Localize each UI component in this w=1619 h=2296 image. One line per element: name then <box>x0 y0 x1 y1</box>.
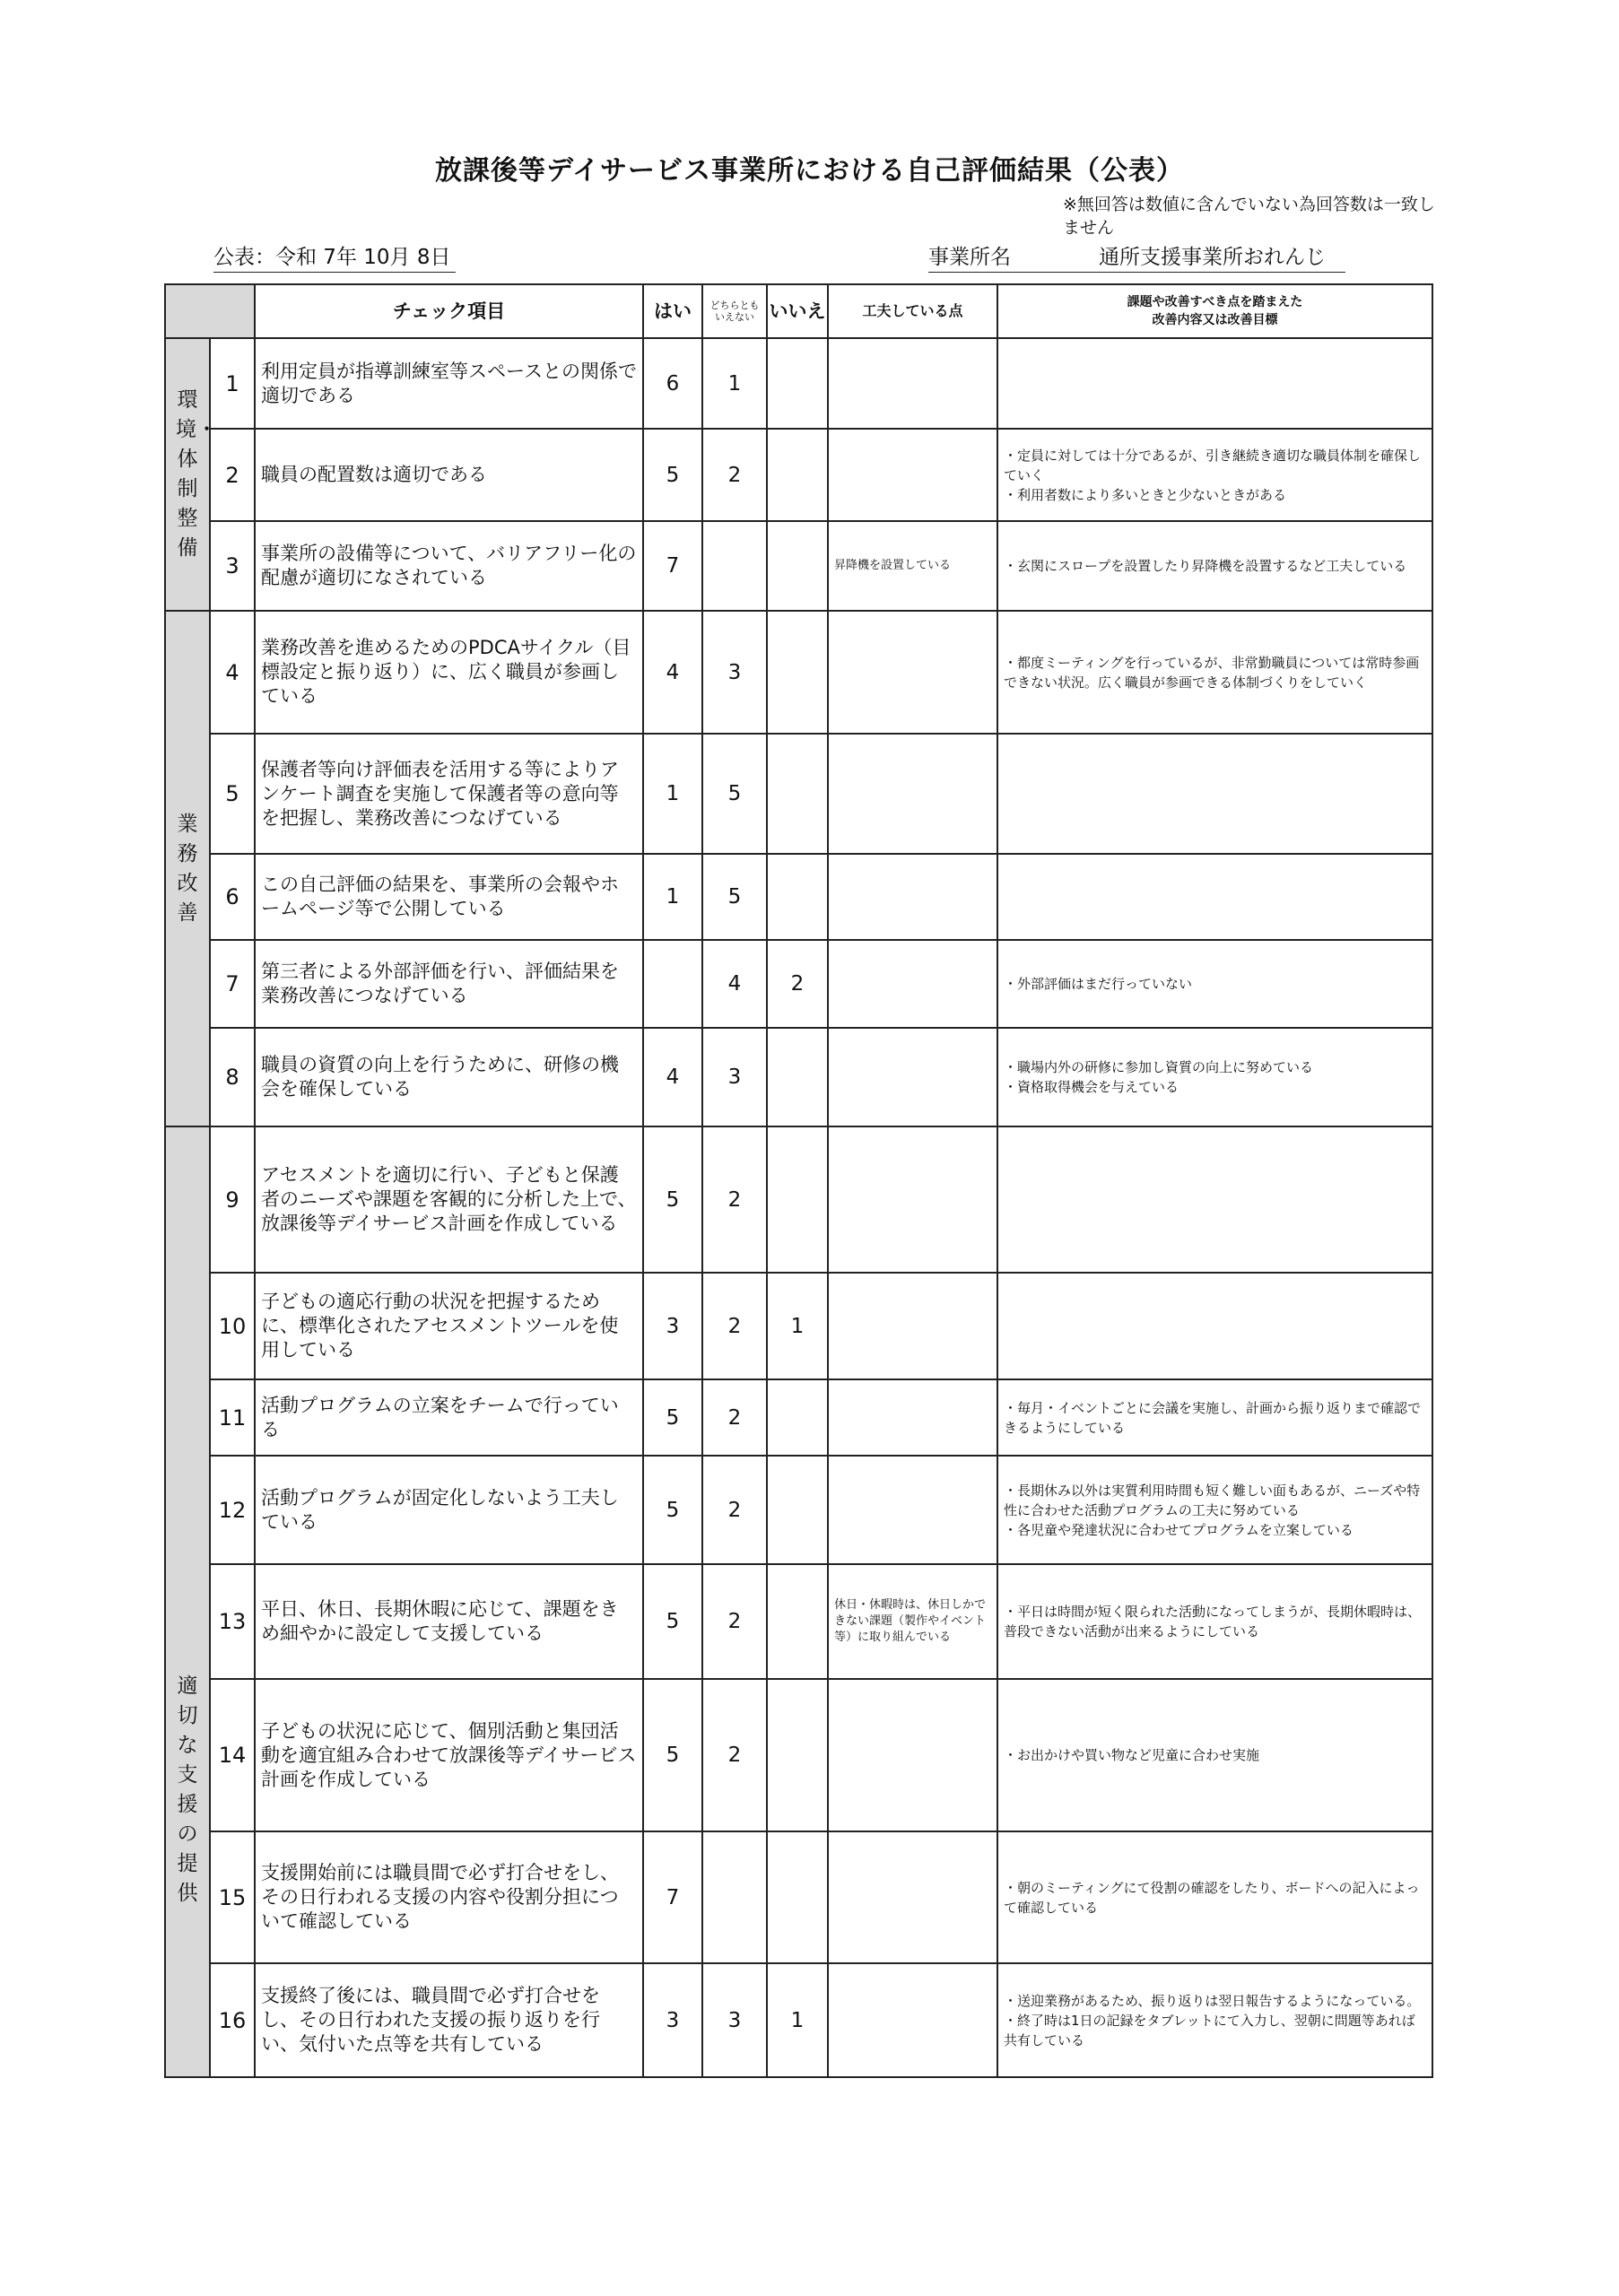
yes-count: 1 <box>643 734 702 854</box>
goal-text <box>997 734 1432 854</box>
effort-text <box>828 1028 997 1126</box>
evaluation-table <box>164 283 1433 2078</box>
neither-count <box>702 1831 767 1963</box>
no-count <box>767 521 828 611</box>
yes-count: 3 <box>643 1963 702 2077</box>
row-number: 7 <box>210 940 255 1028</box>
table-row <box>165 1379 1432 1456</box>
effort-text <box>828 854 997 940</box>
check-item: 第三者による外部評価を行い、評価結果を業務改善につなげている <box>255 940 643 1028</box>
goal-text: ・送迎業務があるため、振り返りは翌日報告するようになっている。 ・終了時は1日の記録をタブレットにて入力し、翌朝に問題等あれば共有している <box>997 1963 1432 2077</box>
check-item: 職員の配置数は適切である <box>255 429 643 521</box>
check-item: アセスメントを適切に行い、子どもと保護者のニーズや課題を客観的に分析した上で、放課後等デイサービス計画を作成している <box>255 1126 643 1273</box>
row-number: 8 <box>210 1028 255 1126</box>
neither-count: 2 <box>702 429 767 521</box>
effort-text <box>828 1456 997 1564</box>
neither-count: 2 <box>702 1679 767 1831</box>
header-neither: どちらとも いえない <box>702 284 767 338</box>
effort-text <box>828 1379 997 1456</box>
note-text: ※無回答は数値に含んでいない為回答数は一致しません <box>1063 195 1435 238</box>
header-check-item: チェック項目 <box>255 284 643 338</box>
table-row <box>165 611 1432 734</box>
table-row <box>165 338 1432 429</box>
yes-count: 7 <box>643 1831 702 1963</box>
yes-count: 3 <box>643 1273 702 1379</box>
effort-text <box>828 1273 997 1379</box>
table-row <box>165 429 1432 521</box>
category-business-improvement: 業務改善 <box>165 611 210 1126</box>
no-count <box>767 1831 828 1963</box>
check-item: 子どもの状況に応じて、個別活動と集団活動を適宜組み合わせて放課後等デイサービス計画を作成している <box>255 1679 643 1831</box>
neither-count: 2 <box>702 1126 767 1273</box>
yes-count: 4 <box>643 611 702 734</box>
table-row <box>165 734 1432 854</box>
neither-count: 5 <box>702 854 767 940</box>
no-count: 1 <box>767 1273 828 1379</box>
goal-text: ・お出かけや買い物など児童に合わせ実施 <box>997 1679 1432 1831</box>
neither-count: 2 <box>702 1273 767 1379</box>
effort-text: 休日・休暇時は、休日しかできない課題（製作やイベント等）に取り組んでいる <box>828 1564 997 1679</box>
no-count <box>767 1456 828 1564</box>
row-number: 13 <box>210 1564 255 1679</box>
neither-count: 1 <box>702 338 767 429</box>
row-number: 14 <box>210 1679 255 1831</box>
goal-text: ・都度ミーティングを行っているが、非常勤職員については常時参画できない状況。広く職員が参画できる体制づくりをしていく <box>997 611 1432 734</box>
header-corner <box>165 284 255 338</box>
yes-count: 5 <box>643 429 702 521</box>
office-info <box>928 240 1345 273</box>
row-number: 11 <box>210 1379 255 1456</box>
check-item: 平日、休日、長期休暇に応じて、課題をきめ細やかに設定して支援している <box>255 1564 643 1679</box>
yes-count: 5 <box>643 1379 702 1456</box>
no-count <box>767 734 828 854</box>
neither-count: 5 <box>702 734 767 854</box>
office-label: 事業所名 <box>928 246 1011 269</box>
effort-text <box>828 1126 997 1273</box>
table-row <box>165 854 1432 940</box>
row-number: 16 <box>210 1963 255 2077</box>
no-count <box>767 854 828 940</box>
check-item: 業務改善を進めるためのPDCAサイクル（目標設定と振り返り）に、広く職員が参画している <box>255 611 643 734</box>
check-item: 事業所の設備等について、バリアフリー化の配慮が適切になされている <box>255 521 643 611</box>
category-appropriate-support: 適切な支援の提供 <box>165 1126 210 2077</box>
no-count <box>767 1564 828 1679</box>
yes-count: 7 <box>643 521 702 611</box>
no-count: 2 <box>767 940 828 1028</box>
header-row <box>165 284 1432 338</box>
row-number: 4 <box>210 611 255 734</box>
header-no: いいえ <box>767 284 828 338</box>
yes-count: 5 <box>643 1679 702 1831</box>
effort-text <box>828 940 997 1028</box>
goal-text: ・玄関にスロープを設置したり昇降機を設置するなど工夫している <box>997 521 1432 611</box>
effort-text <box>828 734 997 854</box>
goal-text: ・職場内外の研修に参加し資質の向上に努めている ・資格取得機会を与えている <box>997 1028 1432 1126</box>
page-title: 放課後等デイサービス事業所における自己評価結果（公表） <box>435 155 1184 187</box>
table-row <box>165 1564 1432 1679</box>
effort-text <box>828 429 997 521</box>
goal-text <box>997 1126 1432 1273</box>
check-item: 保護者等向け評価表を活用する等によりアンケート調査を実施して保護者等の意向等を把握し、業務改善につなげている <box>255 734 643 854</box>
effort-text <box>828 611 997 734</box>
row-number: 10 <box>210 1273 255 1379</box>
goal-text: ・毎月・イベントごとに会議を実施し、計画から振り返りまで確認できるようにしている <box>997 1379 1432 1456</box>
effort-text <box>828 1679 997 1831</box>
publication-date: 公表：令和 7年 10月 8日 <box>213 240 456 273</box>
goal-text <box>997 1273 1432 1379</box>
table-row <box>165 1831 1432 1963</box>
yes-count <box>643 940 702 1028</box>
row-number: 6 <box>210 854 255 940</box>
effort-text <box>828 1963 997 2077</box>
yes-count: 5 <box>643 1564 702 1679</box>
row-number: 2 <box>210 429 255 521</box>
goal-text <box>997 854 1432 940</box>
yes-count: 1 <box>643 854 702 940</box>
check-item: 活動プログラムが固定化しないよう工夫している <box>255 1456 643 1564</box>
check-item: この自己評価の結果を、事業所の会報やホームページ等で公開している <box>255 854 643 940</box>
table-row <box>165 1963 1432 2077</box>
goal-text: ・朝のミーティングにて役割の確認をしたり、ボードへの記入によって確認している <box>997 1831 1432 1963</box>
header-yes: はい <box>643 284 702 338</box>
no-count <box>767 1126 828 1273</box>
neither-count: 2 <box>702 1564 767 1679</box>
no-count <box>767 429 828 521</box>
row-number: 3 <box>210 521 255 611</box>
yes-count: 6 <box>643 338 702 429</box>
check-item: 支援終了後には、職員間で必ず打合せをし、その日行われた支援の振り返りを行い、気付いた点等を共有している <box>255 1963 643 2077</box>
check-item: 職員の資質の向上を行うために、研修の機会を確保している <box>255 1028 643 1126</box>
yes-count: 4 <box>643 1028 702 1126</box>
table-row <box>165 521 1432 611</box>
goal-text: ・外部評価はまだ行っていない <box>997 940 1432 1028</box>
table-row <box>165 1679 1432 1831</box>
header-goal: 課題や改善すべき点を踏まえた 改善内容又は改善目標 <box>997 284 1432 338</box>
goal-text: ・定員に対しては十分であるが、引き継続き適切な職員体制を確保していく ・利用者数により多いときと少ないときがある <box>997 429 1432 521</box>
no-count: 1 <box>767 1963 828 2077</box>
table-row <box>165 1456 1432 1564</box>
row-number: 12 <box>210 1456 255 1564</box>
office-name: 通所支援事業所おれんじ <box>1099 246 1326 269</box>
neither-count <box>702 521 767 611</box>
no-count <box>767 1379 828 1456</box>
effort-text: 昇降機を設置している <box>828 521 997 611</box>
category-environment: 環境・体制整備 <box>165 338 210 611</box>
neither-count: 4 <box>702 940 767 1028</box>
table-row <box>165 940 1432 1028</box>
header-effort: 工夫している点 <box>828 284 997 338</box>
no-count <box>767 611 828 734</box>
no-count <box>767 1028 828 1126</box>
check-item: 利用定員が指導訓練室等スペースとの関係で適切である <box>255 338 643 429</box>
row-number: 15 <box>210 1831 255 1963</box>
goal-text <box>997 338 1432 429</box>
row-number: 9 <box>210 1126 255 1273</box>
check-item: 支援開始前には職員間で必ず打合せをし、その日行われる支援の内容や役割分担について確認している <box>255 1831 643 1963</box>
neither-count: 2 <box>702 1456 767 1564</box>
neither-count: 3 <box>702 1028 767 1126</box>
check-item: 活動プログラムの立案をチームで行っている <box>255 1379 643 1456</box>
row-number: 1 <box>210 338 255 429</box>
effort-text <box>828 338 997 429</box>
table-row <box>165 1273 1432 1379</box>
goal-text: ・長期休み以外は実質利用時間も短く難しい面もあるが、ニーズや特性に合わせた活動プログラムの工夫に努めている ・各児童や発達状況に合わせてプログラムを立案している <box>997 1456 1432 1564</box>
check-item: 子どもの適応行動の状況を把握するために、標準化されたアセスメントツールを使用している <box>255 1273 643 1379</box>
no-count <box>767 338 828 429</box>
row-number: 5 <box>210 734 255 854</box>
table-row <box>165 1028 1432 1126</box>
table-row <box>165 1126 1432 1273</box>
yes-count: 5 <box>643 1126 702 1273</box>
neither-count: 3 <box>702 1963 767 2077</box>
neither-count: 2 <box>702 1379 767 1456</box>
yes-count: 5 <box>643 1456 702 1564</box>
no-count <box>767 1679 828 1831</box>
goal-text: ・平日は時間が短く限られた活動になってしまうが、長期休暇時は、普段できない活動が出来るようにしている <box>997 1564 1432 1679</box>
neither-count: 3 <box>702 611 767 734</box>
effort-text <box>828 1831 997 1963</box>
